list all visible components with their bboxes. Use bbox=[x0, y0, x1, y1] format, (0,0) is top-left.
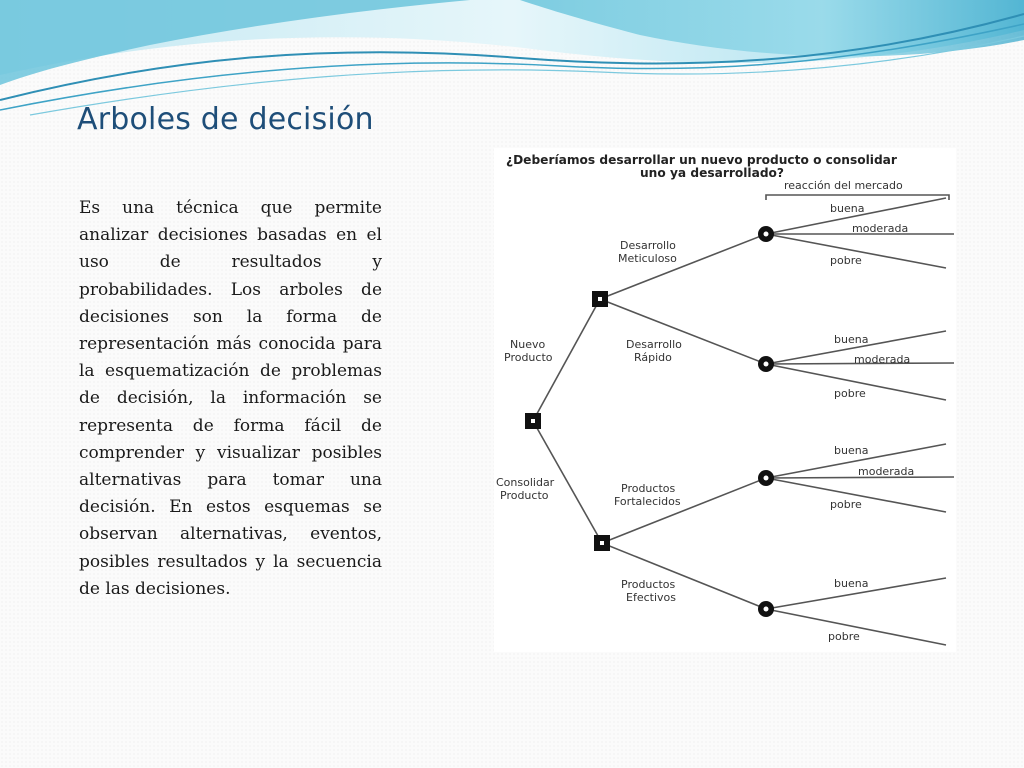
diagram-question-line-1: ¿Deberíamos desarrollar un nuevo producto o consolidar bbox=[506, 153, 897, 167]
outcome-label: moderada bbox=[858, 465, 915, 478]
chance-node-circle bbox=[758, 226, 774, 242]
alt-label-efectivos-line-1: Productos bbox=[621, 578, 676, 591]
market-reaction-label: reacción del mercado bbox=[784, 179, 903, 192]
alt-label-meticuloso-line-2: Meticuloso bbox=[618, 252, 677, 265]
diagram-question-line-2: uno ya desarrollado? bbox=[640, 166, 784, 180]
alt-label-rapido-line-2: Rápido bbox=[634, 351, 672, 364]
outcome-label: pobre bbox=[834, 387, 866, 400]
outcome-label: pobre bbox=[830, 254, 862, 267]
chance-node-circle bbox=[758, 470, 774, 486]
alt-label-fortalecidos-line-2: Fortalecidos bbox=[614, 495, 681, 508]
root-label-nuevo-line-1: Nuevo bbox=[510, 338, 546, 351]
outcome-label: buena bbox=[830, 202, 865, 215]
chance-node-circle bbox=[758, 356, 774, 372]
alt-label-efectivos-line-2: Efectivos bbox=[626, 591, 676, 604]
outcome-label: pobre bbox=[828, 630, 860, 643]
branch-desarrollo-rapido bbox=[600, 299, 766, 364]
alt-label-meticuloso-line-1: Desarrollo bbox=[620, 239, 676, 252]
outcome-label: moderada bbox=[854, 353, 911, 366]
root-label-consolidar-line-1: Consolidar bbox=[496, 476, 555, 489]
root-label-consolidar-line-2: Producto bbox=[500, 489, 549, 502]
decision-node-square bbox=[525, 413, 541, 429]
decision-tree-diagram bbox=[494, 148, 956, 652]
body-paragraph: Es una técnica que permite analizar decisiones basadas en el uso de resultados y probabilidades. Los arboles de decisiones son la forma de representación más conocida para la esquematización de problemas de decisión, la información se representa de forma fácil de comprender y visualizar posibles alternativas para tomar una decisión. En estos esquemas se observan alternativas, eventos, posibles resultados y la secuencia de las decisiones. bbox=[79, 198, 382, 599]
outcome-label: pobre bbox=[830, 498, 862, 511]
decision-node-square bbox=[592, 291, 608, 307]
outcome-label: buena bbox=[834, 444, 869, 457]
decision-node-square bbox=[594, 535, 610, 551]
chance-node-circle bbox=[758, 601, 774, 617]
market-reaction-bracket bbox=[766, 195, 949, 200]
outcome-label: buena bbox=[834, 333, 869, 346]
outcome-label: moderada bbox=[852, 222, 909, 235]
page-title: Arboles de decisión bbox=[77, 102, 374, 137]
alt-label-fortalecidos-line-1: Productos bbox=[621, 482, 676, 495]
alt-label-rapido-line-1: Desarrollo bbox=[626, 338, 682, 351]
outcome-label: buena bbox=[834, 577, 869, 590]
root-label-nuevo-line-2: Producto bbox=[504, 351, 553, 364]
